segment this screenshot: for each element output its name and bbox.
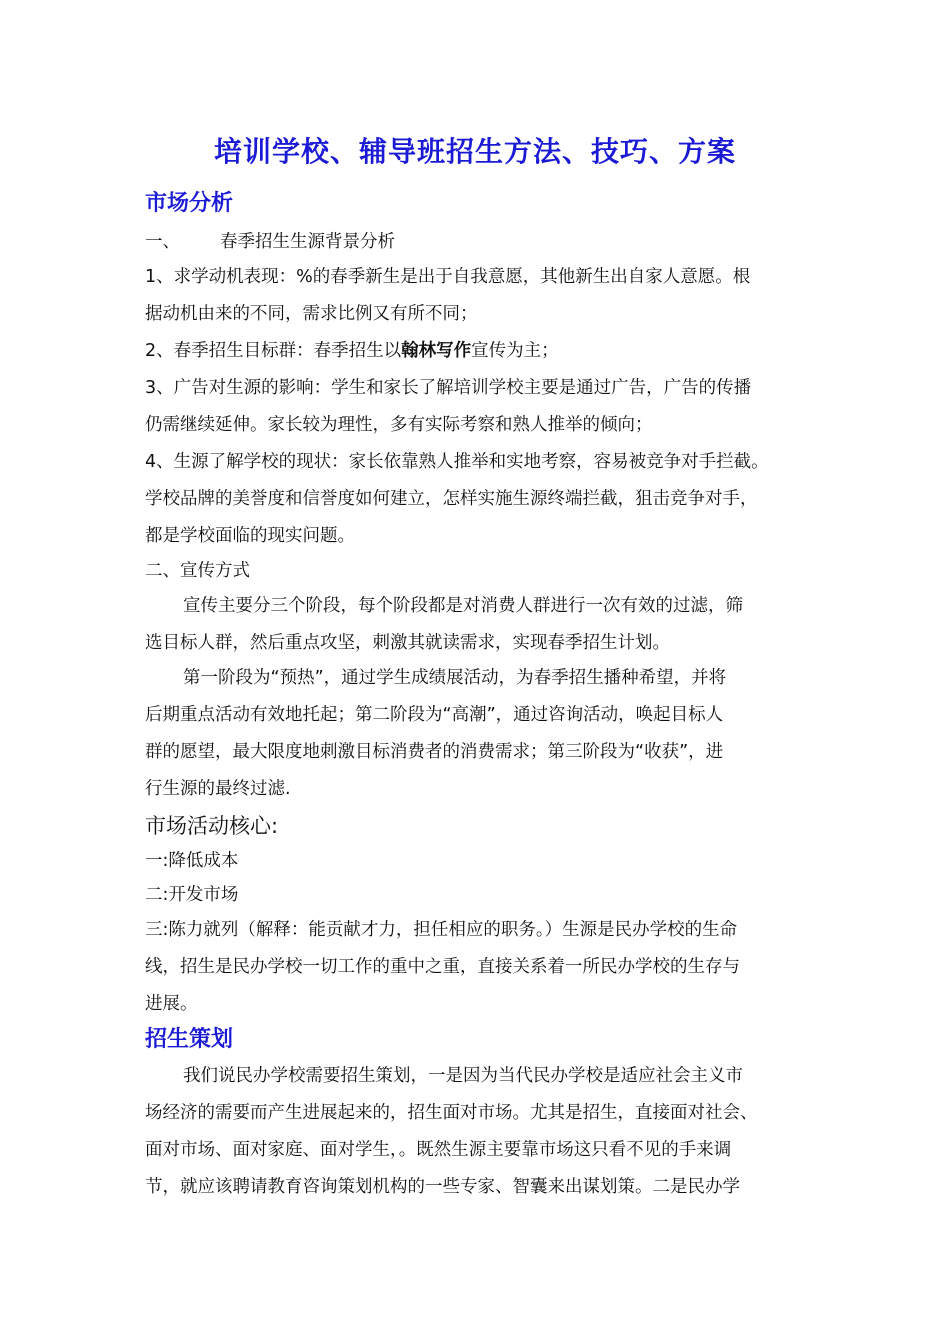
paragraph-line: 线，招生是民办学校一切工作的重中之重，直接关系着一所民办学校的生存与 bbox=[145, 957, 740, 977]
text-segment: 宣传为主； bbox=[471, 341, 559, 361]
paragraph-line: 我们说民办学校需要招生策划，一是因为当代民办学校是适应社会主义市 bbox=[183, 1066, 743, 1086]
paragraph-line: 据动机由来的不同，需求比例又有所不同； bbox=[145, 304, 478, 324]
paragraph-line: 宣传主要分三个阶段，每个阶段都是对消费人群进行一次有效的过滤，筛 bbox=[183, 596, 743, 616]
paragraph-line: 节，就应该聘请教育咨询策划机构的一些专家、智囊来出谋划策。二是民办学 bbox=[145, 1177, 740, 1197]
core-item: 一:降低成本 bbox=[145, 851, 239, 871]
paragraph-target-group bbox=[145, 337, 559, 362]
paragraph-line: 场经济的需要而产生进展起来的，招生面对市场。尤其是招生，直接面对社会、 bbox=[145, 1103, 758, 1123]
core-item: 二:开发市场 bbox=[145, 885, 239, 905]
section-heading-enrollment-planning: 招生策划 bbox=[145, 1027, 234, 1052]
paragraph-line: 进展。 bbox=[145, 994, 198, 1014]
subheading-number: 一、 bbox=[145, 232, 180, 252]
paragraph-line: 4、生源了解学校的现状：家长依靠熟人推举和实地考察，容易被竞争对手拦截。 bbox=[145, 452, 769, 472]
paragraph-line: 3、广告对生源的影响：学生和家长了解培训学校主要是通过广告，广告的传播 bbox=[145, 378, 752, 398]
core-heading: 市场活动核心: bbox=[145, 814, 279, 838]
paragraph-line: 学校品牌的美誉度和信誉度如何建立，怎样实施生源终端拦截，狙击竞争对手， bbox=[145, 489, 758, 509]
paragraph-line: 第一阶段为“预热”，通过学生成绩展活动，为春季招生播种希望，并将 bbox=[183, 668, 727, 688]
paragraph-line: 面对市场、面对家庭、面对学生，。既然生源主要靠市场这只看不见的手来调 bbox=[145, 1140, 732, 1160]
text-segment: 2、春季招生目标群：春季招生以 bbox=[145, 341, 402, 361]
subheading-promotion: 二、宣传方式 bbox=[145, 561, 250, 581]
paragraph-line: 仍需继续延伸。家长较为理性，多有实际考察和熟人推举的倾向； bbox=[145, 415, 653, 435]
paragraph-line: 1、求学动机表现：%的春季新生是出于自我意愿，其他新生出自家人意愿。根 bbox=[145, 267, 751, 287]
paragraph-line: 都是学校面临的现实问题。 bbox=[145, 526, 355, 546]
core-item: 三:陈力就列（解释：能贡献才力，担任相应的职务。）生源是民办学校的生命 bbox=[145, 920, 738, 940]
subheading-text: 春季招生生源背景分析 bbox=[220, 232, 395, 252]
paragraph-line: 后期重点活动有效地托起；第二阶段为“高潮”，通过咨询活动，唤起目标人 bbox=[145, 705, 724, 725]
paragraph-line: 选目标人群，然后重点攻坚，刺激其就读需求，实现春季招生计划。 bbox=[145, 633, 670, 653]
document-title: 培训学校、辅导班招生方法、技巧、方案 bbox=[213, 135, 736, 168]
section-heading-market-analysis: 市场分析 bbox=[145, 191, 234, 216]
paragraph-line: 群的愿望，最大限度地刺激目标消费者的消费需求；第三阶段为“收获”，进 bbox=[145, 742, 724, 762]
bold-brand-text: 翰林写作 bbox=[401, 341, 472, 361]
paragraph-line: 行生源的最终过滤. bbox=[145, 779, 291, 799]
subheading-spring-background bbox=[145, 228, 395, 253]
